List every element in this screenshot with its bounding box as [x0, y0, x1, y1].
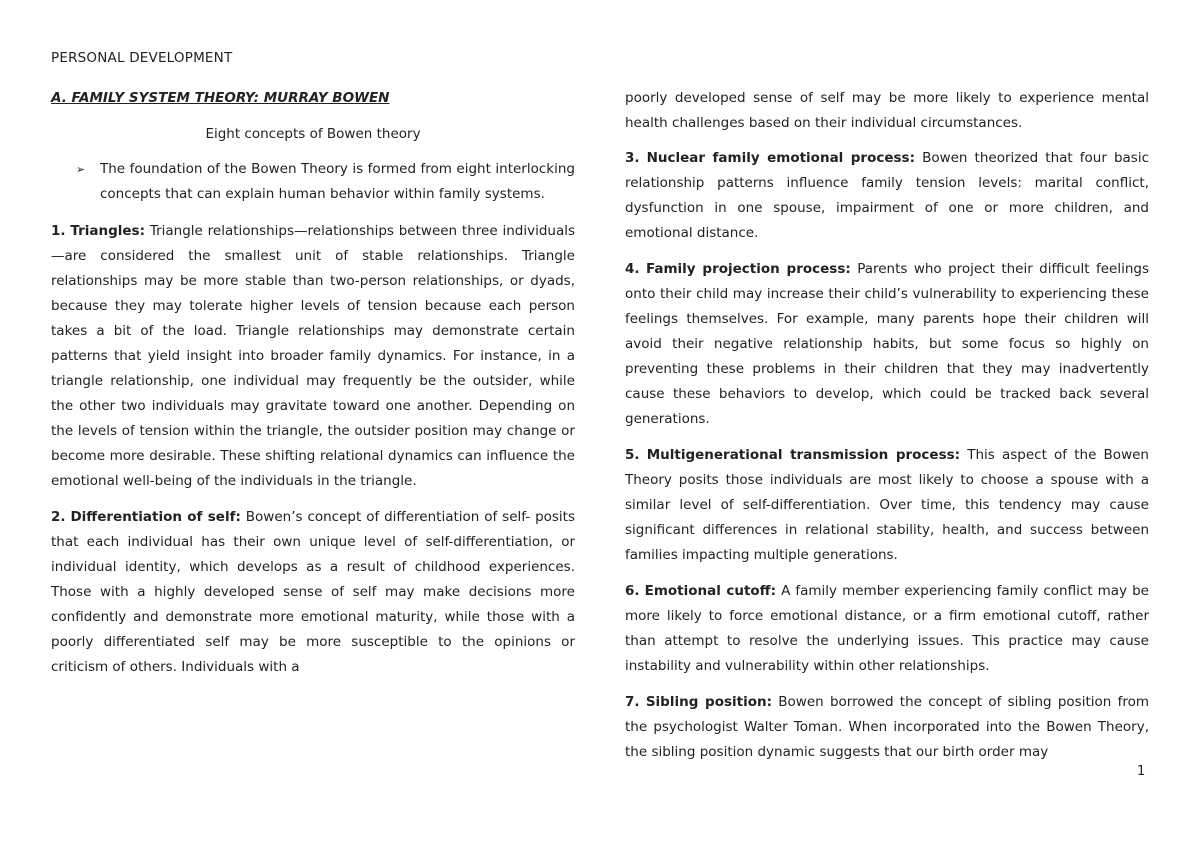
concept-term: Sibling position:: [645, 694, 772, 710]
concept-text: Bowen borrowed the concept of sibling position from the psychologist Walter Toman. When incorporated into the Bowen Theory, the sibling position dynamic suggests that our birth order may: [625, 694, 1150, 760]
concept-differentiation-of-self: [51, 505, 575, 680]
concept-term: Nuclear family emotional process:: [646, 150, 915, 166]
concept-text: This aspect of the Bowen Theory posits those individuals are most likely to choose a spouse with a similar level of self-differentiation. Over time, this tendency may cause significant differences in relational stability, health, and success between families impacting multiple generations.: [625, 447, 1149, 563]
arrowhead-bullet-icon: ➢: [76, 163, 86, 176]
concept-text: Triangle relationships—relationships between three individuals—are considered the smallest unit of stable relationships. Triangle relationships may be more stable than two-person relationships, or dyads, because they may tolerate higher levels of tension because each person takes a bit of the load. Triangle relationships may demonstrate certain patterns that yield insight into broader family dynamics. For instance, in a triangle relationship, one individual may frequently be the outsider, while the other two individuals may gravitate toward one another. Depending on the levels of tension within the triangle, the outsider position may change or become more desirable. These shifting relational dynamics can influence the emotional well-being of the individuals in the triangle.: [51, 223, 576, 489]
concept-number: 5.: [625, 447, 640, 463]
left-column: [51, 86, 575, 691]
concept-multigenerational-transmission: [625, 443, 1149, 568]
subtitle: Eight concepts of Bowen theory: [205, 126, 421, 142]
concept-term: Multigenerational transmission process:: [646, 447, 961, 463]
concept-text: Bowen’s concept of differentiation of self- posits that each individual has their own unique level of self-differentiation, or individual identity, which develops as a result of childhood experiences. Those with a highly developed sense of self may make decisions more confidently and demonstrate more emotional maturity, while those with a poorly differentiated self may be more susceptible to the opinions or criticism of others. Individuals with a: [51, 509, 576, 675]
right-column: [625, 86, 1149, 776]
document-heading: PERSONAL DEVELOPMENT: [51, 50, 233, 66]
concept-nuclear-family-emotional-process: [625, 146, 1149, 246]
bullet-text: The foundation of the Bowen Theory is formed from eight interlocking concepts that can explain human behavior within family systems.: [100, 161, 575, 202]
concept-number: 1.: [51, 223, 66, 239]
bullet-item: [51, 157, 575, 207]
concept-number: 3.: [625, 150, 640, 166]
concept-emotional-cutoff: [625, 579, 1149, 679]
concept-number: 4.: [625, 261, 640, 277]
concept-text: Parents who project their difficult feelings onto their child may increase their child’s vulnerability to experiencing these feelings themselves. For example, many parents hope their children will avoid their negative relationship habits, but some focus so highly on preventing these problems in their children that they may inadvertently cause these behaviors to develop, which could be tracked back several generations.: [625, 261, 1150, 427]
concept-term: Family projection process:: [645, 261, 851, 277]
concept-family-projection-process: [625, 257, 1149, 432]
page-number: 1: [1137, 764, 1146, 779]
concept-number: 2.: [51, 509, 66, 525]
concept-number: 7.: [625, 694, 640, 710]
concept-term: Differentiation of self:: [70, 509, 241, 525]
concept-term: Triangles:: [70, 223, 145, 239]
concept-term: Emotional cutoff:: [644, 583, 777, 599]
concept-sibling-position: [625, 690, 1149, 765]
concept-text: Bowen theorized that four basic relationship patterns influence family tension levels: marital conflict, dysfunction in one spouse, impairment of one or more children, and emotional distance.: [625, 150, 1149, 241]
concept-number: 6.: [625, 583, 640, 599]
section-title: A. FAMILY SYSTEM THEORY: MURRAY BOWEN: [51, 90, 390, 106]
concept-differentiation-continuation: poorly developed sense of self may be more likely to experience mental health challenges based on their individual circumstances.: [625, 90, 1149, 131]
concept-triangles: [51, 219, 575, 494]
concept-text: A family member experiencing family conflict may be more likely to force emotional distance, or a firm emotional cutoff, rather than attempt to resolve the underlying issues. This practice may cause instability and vulnerability within other relationships.: [625, 583, 1149, 674]
